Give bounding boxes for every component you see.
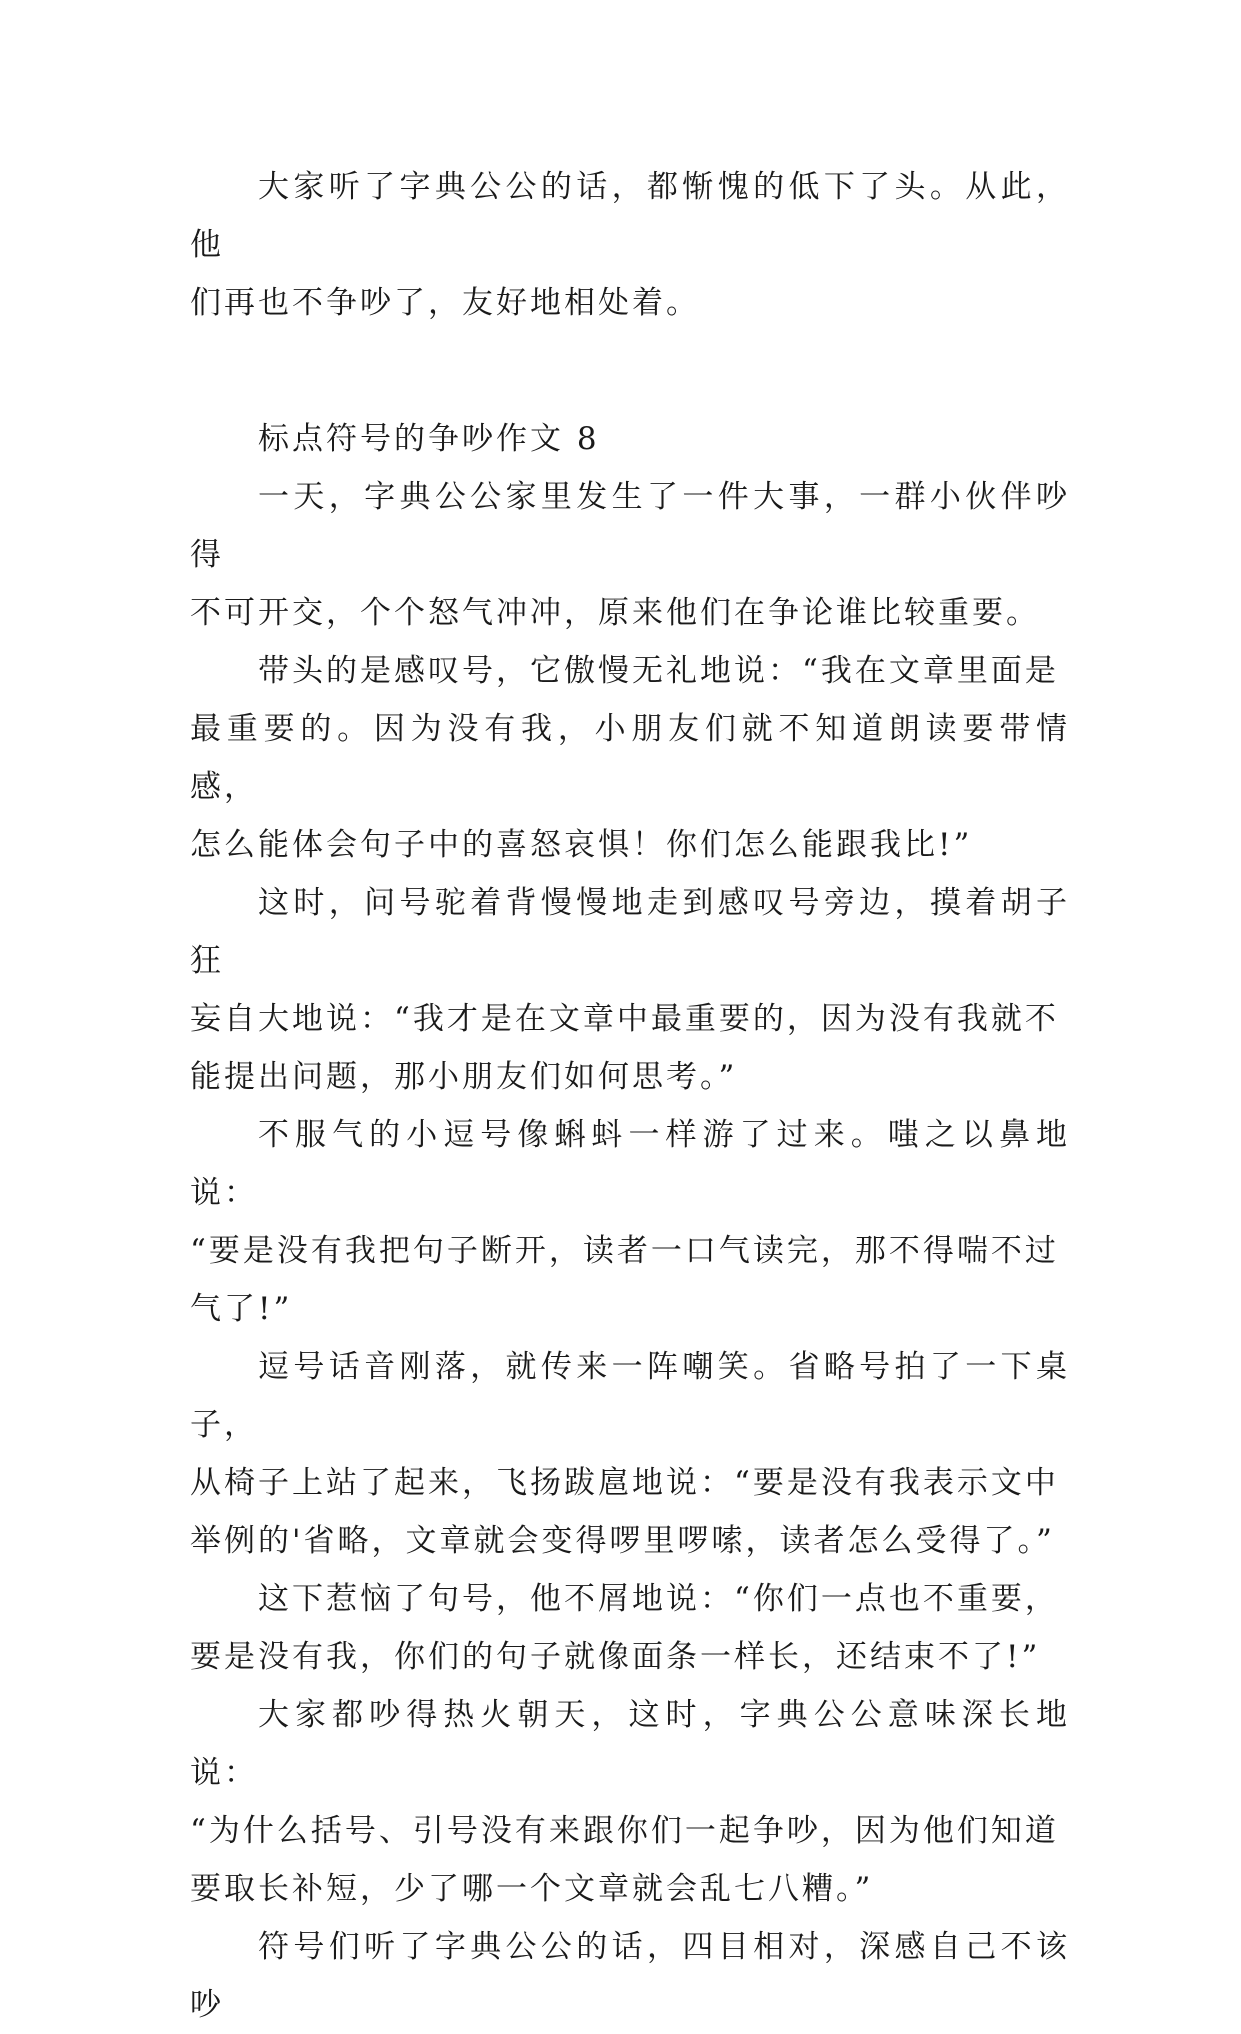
text-line: 举例的'省略，文章就会变得啰里啰嗦，读者怎么受得了。” bbox=[190, 1523, 1055, 1559]
text-line: 要取长补短，少了哪一个文章就会乱七八糟。” bbox=[190, 1871, 874, 1907]
text-line: 最重要的。因为没有我，小朋友们就不知道朗读要带情感， bbox=[190, 711, 1070, 805]
text-line: 们再也不争吵了，友好地相处着。 bbox=[190, 285, 700, 321]
essay-heading: 标点符号的争吵作文 8 bbox=[258, 421, 600, 457]
text-line: 带头的是感叹号，它傲慢无礼地说：“我在文章里面是 bbox=[258, 653, 1059, 689]
paragraph-8 bbox=[190, 1918, 1070, 2034]
text-line: 大家都吵得热火朝天，这时，字典公公意味深长地说： bbox=[190, 1697, 1070, 1791]
text-line: 逗号话音刚落，就传来一阵嘲笑。省略号拍了一下桌子， bbox=[190, 1349, 1070, 1443]
paragraph-5 bbox=[190, 1338, 1070, 1570]
paragraph-7 bbox=[190, 1686, 1070, 1918]
text-line: 一天，字典公公家里发生了一件大事，一群小伙伴吵得 bbox=[190, 479, 1070, 573]
text-line: 怎么能体会句子中的喜怒哀惧！你们怎么能跟我比!” bbox=[190, 827, 973, 863]
text-line: 不可开交，个个怒气冲冲，原来他们在争论谁比较重要。 bbox=[190, 595, 1040, 631]
text-line: 要是没有我，你们的句子就像面条一样长，还结束不了!” bbox=[190, 1639, 1041, 1675]
paragraph-2 bbox=[190, 642, 1070, 874]
paragraph-4 bbox=[190, 1106, 1070, 1338]
text-line: 这时，问号驼着背慢慢地走到感叹号旁边，摸着胡子狂 bbox=[190, 885, 1070, 979]
text-line: 这下惹恼了句号，他不屑地说：“你们一点也不重要， bbox=[258, 1581, 1059, 1617]
text-line: 从椅子上站了起来，飞扬跋扈地说：“要是没有我表示文中 bbox=[190, 1465, 1059, 1501]
paragraph-1 bbox=[190, 468, 1070, 642]
text-line: 妄自大地说：“我才是在文章中最重要的，因为没有我就不 bbox=[190, 1001, 1059, 1037]
paragraph-3 bbox=[190, 874, 1070, 1106]
text-line: “为什么括号、引号没有来跟你们一起争吵，因为他们知道 bbox=[190, 1813, 1059, 1849]
text-line: “要是没有我把句子断开，读者一口气读完，那不得喘不过 bbox=[190, 1233, 1059, 1269]
text-line: 大家听了字典公公的话，都惭愧的低下了头。从此，他 bbox=[190, 169, 1070, 263]
text-line: 符号们听了字典公公的话，四目相对，深感自己不该吵 bbox=[190, 1929, 1070, 2023]
document-body bbox=[190, 158, 1070, 2034]
intro-paragraph bbox=[190, 158, 1070, 332]
text-line: 能提出问题，那小朋友们如何思考。” bbox=[190, 1059, 738, 1095]
text-line: 气了!” bbox=[190, 1291, 293, 1327]
paragraph-6 bbox=[190, 1570, 1070, 1686]
text-line: 不服气的小逗号像蝌蚪一样游了过来。嗤之以鼻地说： bbox=[190, 1117, 1070, 1211]
